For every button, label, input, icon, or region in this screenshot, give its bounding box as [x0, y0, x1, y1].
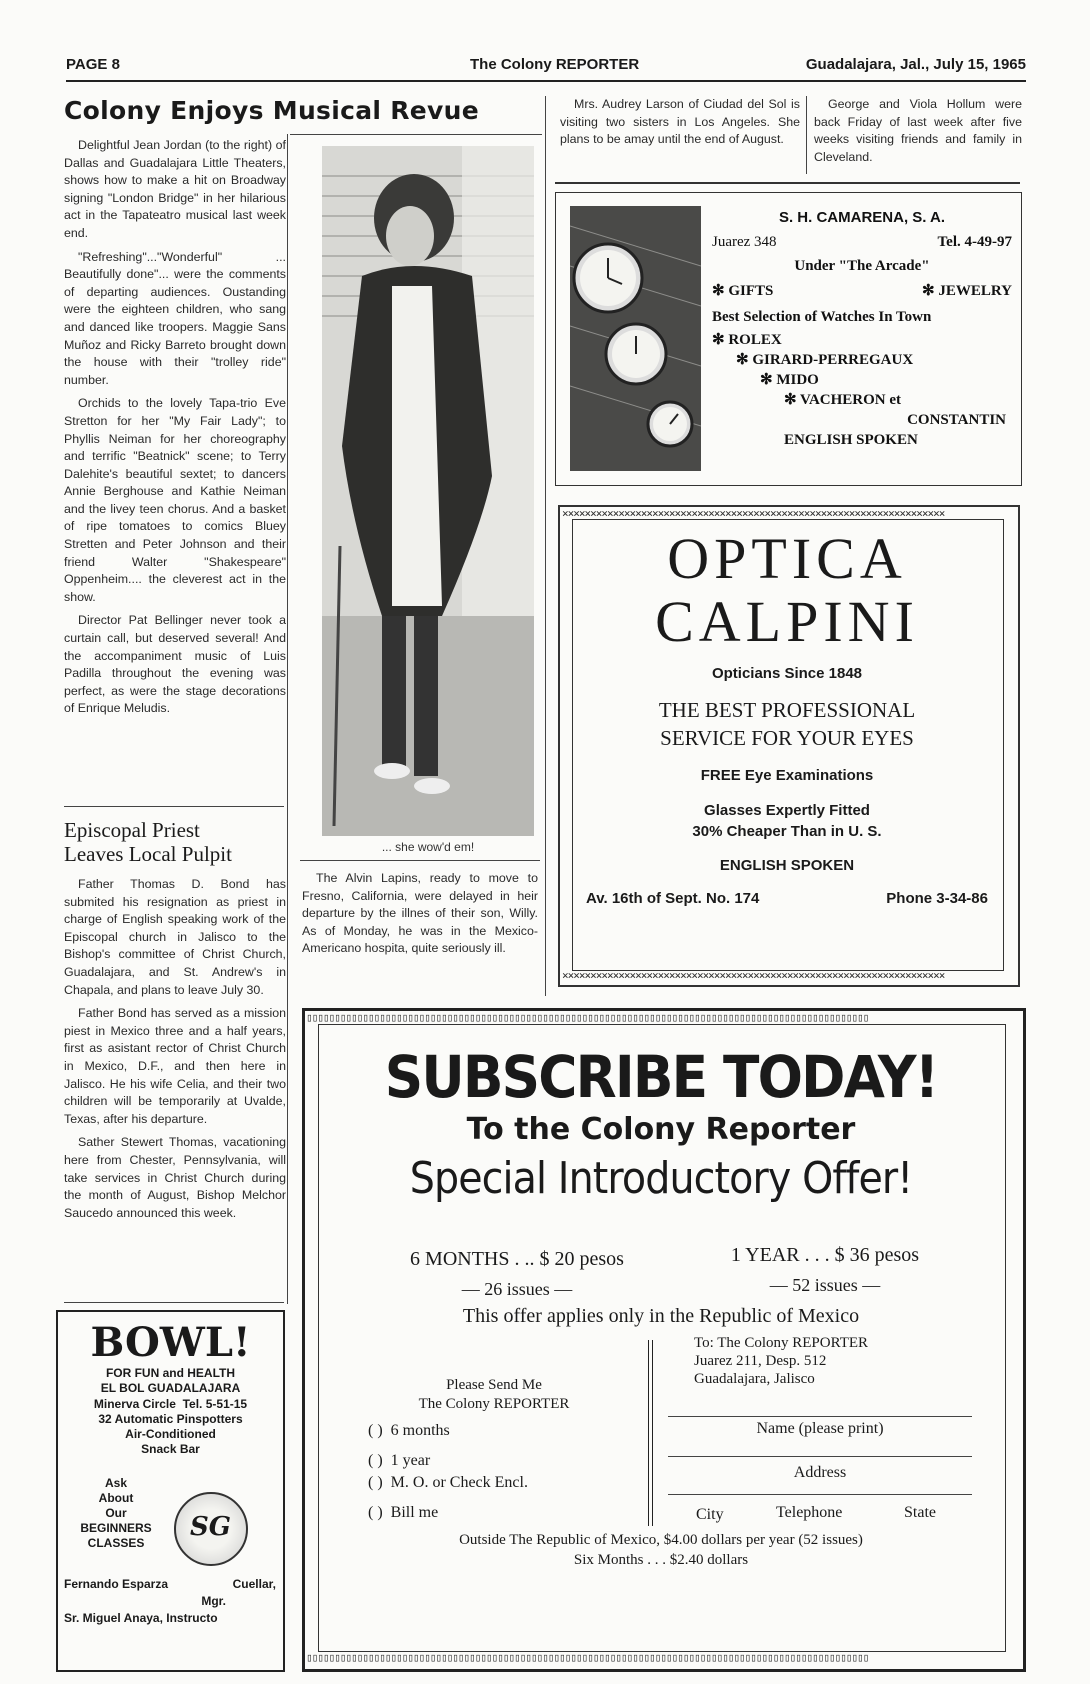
bowl-classes: Ask About Our BEGINNERS CLASSES	[80, 1476, 152, 1550]
hollum-item	[814, 96, 1022, 172]
bowl-line	[58, 1396, 283, 1412]
border-pattern: ▯▯▯▯▯▯▯▯▯▯▯▯▯▯▯▯▯▯▯▯▯▯▯▯▯▯▯▯▯▯▯▯▯▯▯▯▯▯▯▯▯▯▯▯▯▯▯▯▯▯▯▯▯▯▯▯▯▯▯▯▯▯▯▯▯▯▯▯▯▯▯▯▯▯▯▯▯▯▯▯▯▯▯▯▯▯▯▯▯▯▯▯▯▯▯▯▯▯▯▯	[306, 1651, 869, 1663]
checkbox-mo-check[interactable]: ( ) M. O. or Check Encl.	[368, 1474, 528, 1491]
city-field[interactable]: City	[696, 1506, 724, 1523]
brand-girard: ✻ GIRARD-PERREGAUX	[736, 352, 914, 368]
dateline: Guadalajara, Jal., July 15, 1965	[805, 56, 1026, 73]
column-rule-left	[287, 134, 288, 1304]
larson-item	[560, 96, 800, 155]
camarena-tel: Tel. 4-49-97	[937, 234, 1012, 250]
larson-text: Mrs. Audrey Larson of Ciudad del Sol is visiting two sisters in Los Angeles. She plans to be amay until the end of August.	[560, 97, 800, 147]
brand-constantin: CONSTANTIN	[907, 412, 1006, 428]
bowl-ad	[56, 1310, 285, 1672]
article-divider	[64, 806, 284, 807]
bowl-tel: Tel. 5-51-15	[182, 1397, 248, 1411]
revue-paragraph: Director Pat Bellinger never took a curtain call, but deserved several! And the accompaniment music of Luis Padilla throughout the evening was perfect, as were the stage decorations of Enrique Meludis.	[64, 613, 286, 716]
optica-address: Av. 16th of Sept. No. 174	[586, 890, 760, 907]
address-field[interactable]: Address	[793, 1464, 847, 1481]
optica-best-1: THE BEST PROFESSIONAL	[658, 698, 916, 722]
priest-paragraph: Father Bond has served as a mission piest in Mexico three and a half years, first as asistant rector of Christ Church in Mexico, D.F., and then here in Jalisco. He his wife Celia, and their two children will be temporarily at Uvalde, Texas, after his departure.	[64, 1006, 286, 1126]
bowl-line: Air-Conditioned	[125, 1427, 216, 1441]
border-pattern: ⨯⨯⨯⨯⨯⨯⨯⨯⨯⨯⨯⨯⨯⨯⨯⨯⨯⨯⨯⨯⨯⨯⨯⨯⨯⨯⨯⨯⨯⨯⨯⨯⨯⨯⨯⨯⨯⨯⨯⨯⨯⨯⨯⨯⨯⨯⨯⨯⨯⨯⨯⨯⨯⨯⨯⨯⨯⨯⨯⨯⨯⨯⨯⨯⨯⨯⨯⨯	[562, 507, 945, 519]
priest-headline-1: Episcopal Priest	[64, 818, 200, 842]
border-pattern: ⨯⨯⨯⨯⨯⨯⨯⨯⨯⨯⨯⨯⨯⨯⨯⨯⨯⨯⨯⨯⨯⨯⨯⨯⨯⨯⨯⨯⨯⨯⨯⨯⨯⨯⨯⨯⨯⨯⨯⨯⨯⨯⨯⨯⨯⨯⨯⨯⨯⨯⨯⨯⨯⨯⨯⨯⨯⨯⨯⨯⨯⨯⨯⨯⨯⨯⨯⨯	[562, 969, 945, 981]
camarena-english: ENGLISH SPOKEN	[784, 432, 918, 448]
send-me: Please Send Me The Colony REPORTER	[418, 1377, 570, 1412]
photo-caption: ... she wow'd em!	[381, 840, 475, 854]
page-number: PAGE 8	[66, 56, 120, 73]
checkbox-6-months[interactable]: ( ) 6 months	[368, 1422, 450, 1439]
bowl-address: Minerva Circle	[93, 1397, 176, 1411]
camarena-gifts: ✻ GIFTS	[712, 283, 774, 299]
bowl-staff: Fernando Esparza Cuellar, Mgr. Sr. Miguel Anaya, Instructo	[64, 1577, 276, 1625]
revue-headline: Colony Enjoys Musical Revue	[64, 96, 480, 125]
checkbox-bill-me[interactable]: ( ) Bill me	[368, 1504, 439, 1521]
one-year-price: 1 YEAR . . . $ 36 pesos — 52 issues —	[730, 1244, 920, 1295]
globe-logo-icon: SG	[174, 1492, 248, 1566]
form-line	[668, 1494, 972, 1495]
form-line	[668, 1456, 972, 1457]
priest-paragraph: Father Thomas D. Bond has submited his resignation as priest in charge of English speaking work of the Episcopal church in Jalisco to the Bishop's committee of Christ Church, Guadalajara, and St. Andrew's in Chapala, and plans to leave July 30.	[64, 877, 286, 997]
bowl-line: 32 Automatic Pinspotters	[98, 1412, 243, 1426]
priest-headline-2: Leaves Local Pulpit	[64, 842, 232, 866]
revue-paragraph: Orchids to the lovely Tapa-trio Eve Stretton for her "My Fair Lady"; to Phyllis Neiman for her choreography and terrific "Beatnick" scene; to Terry Dalehite's beautiful sextet; to dancers Annie Berghouse and Kathie Neiman and the livey teen chorus. And a basket of ripe tomatoes to comics Bluey Stretten and Peter Johnson and their friend Walter "Shakespeare" Oppenheim.... the cleverest act in the show.	[64, 396, 286, 604]
lapins-text: The Alvin Lapins, ready to move to Fresno, California, were delayed in heir departure by the illnes of their son, Willy. As of Monday, he was in the Mexico-Americano hospita, quite seriously ill.	[302, 871, 538, 956]
brand-mido: ✻ MIDO	[760, 372, 819, 388]
subscribe-offer: Special Introductory Offer!	[409, 1153, 913, 1204]
subscribe-headline: SUBSCRIBE TODAY!	[384, 1043, 938, 1111]
optica-since: Opticians Since 1848	[711, 665, 863, 682]
form-divider	[648, 1340, 649, 1526]
optica-fitted-2: 30% Cheaper Than in U. S.	[692, 823, 882, 840]
bowl-headline: BOWL!	[90, 1319, 251, 1366]
right-top-rule	[555, 182, 1020, 184]
camarena-under: Under "The Arcade"	[794, 258, 930, 274]
camarena-best: Best Selection of Watches In Town	[712, 309, 932, 325]
six-months-price: 6 MONTHS . .. $ 20 pesos — 26 issues —	[410, 1248, 624, 1299]
photo-top-rule	[290, 134, 542, 135]
caption-rule	[300, 860, 540, 861]
optica-name-2: CALPINI	[655, 589, 919, 654]
telephone-field[interactable]: Telephone	[776, 1504, 843, 1521]
border-pattern: ▯▯▯▯▯▯▯▯▯▯▯▯▯▯▯▯▯▯▯▯▯▯▯▯▯▯▯▯▯▯▯▯▯▯▯▯▯▯▯▯▯▯▯▯▯▯▯▯▯▯▯▯▯▯▯▯▯▯▯▯▯▯▯▯▯▯▯▯▯▯▯▯▯▯▯▯▯▯▯▯▯▯▯▯▯▯▯▯▯▯▯▯▯▯▯▯▯▯▯▯	[306, 1011, 869, 1023]
camarena-jewelry: ✻ JEWELRY	[922, 283, 1012, 299]
hollum-text: George and Viola Hollum were back Friday of last week after five weeks visiting friends and family in Cleveland.	[814, 97, 1022, 164]
optica-english: ENGLISH SPOKEN	[719, 857, 855, 874]
camarena-text	[712, 206, 1012, 450]
column-rule-mid	[545, 96, 546, 996]
brand-rolex: ✻ ROLEX	[712, 332, 782, 348]
paper-name: The Colony REPORTER	[470, 56, 640, 73]
optica-best-2: SERVICE FOR YOUR EYES	[660, 726, 914, 750]
outside-mexico: Outside The Republic of Mexico, $4.00 dollars per year (52 issues) Six Months . . . $2.40 dollars	[459, 1532, 863, 1568]
article-divider	[64, 1302, 284, 1303]
state-field[interactable]: State	[904, 1504, 936, 1521]
revue-paragraph: Delightful Jean Jordan (to the right) of Dallas and Guadalajara Little Theaters, shows how to make a hit on Broadway signing "London Bridge" in her hilarious act in the Tapateatro musical last week end.	[64, 138, 286, 240]
revue-article	[64, 96, 480, 724]
revue-paragraph: "Refreshing"..."Wonderful" ... Beautifully done"... were the comments of departing audiences. Oustanding were the eighteen children, who sang and danced like troopers. Maggie Sans Muñoz and Ricky Barreto brought down the house with their "trolley ride" number.	[64, 249, 286, 387]
bowl-line: Snack Bar	[141, 1442, 200, 1456]
mailing-address: To: The Colony REPORTER Juarez 211, Desp. 512 Guadalajara, Jalisco	[694, 1335, 869, 1387]
checkbox-1-year[interactable]: ( ) 1 year	[368, 1452, 431, 1469]
name-field[interactable]: Name (please print)	[756, 1420, 884, 1437]
brand-vacheron: ✻ VACHERON et	[784, 392, 902, 408]
form-divider	[652, 1340, 653, 1526]
subscribe-applies: This offer applies only in the Republic of Mexico	[462, 1305, 860, 1327]
camarena-address: Juarez 348	[712, 234, 777, 250]
masthead	[66, 56, 1026, 82]
watches-photo	[570, 206, 701, 471]
lapins-item	[302, 870, 538, 964]
form-line	[668, 1416, 972, 1417]
column-rule-right	[806, 96, 807, 174]
bowl-line: FOR FUN and HEALTH	[105, 1366, 236, 1380]
performer-photo-icon	[322, 146, 534, 836]
subscribe-to: To the Colony Reporter	[466, 1112, 856, 1147]
optica-content	[572, 528, 1002, 907]
priest-paragraph: Sather Stewert Thomas, vacationing here from Chester, Pennsylvania, will take services in Christ Church during the month of August, Bishop Melchor Saucedo announced this week.	[64, 1135, 286, 1220]
bowl-line: EL BOL GUADALAJARA	[100, 1381, 241, 1395]
watch-icon	[570, 206, 701, 471]
optica-phone: Phone 3-34-86	[886, 890, 988, 907]
jean-jordan-photo	[322, 146, 534, 836]
subscribe-content	[318, 1044, 1004, 1208]
optica-name-1: OPTICA	[667, 526, 907, 591]
optica-fitted-1: Glasses Expertly Fitted	[704, 802, 870, 819]
priest-article	[64, 818, 286, 1228]
optica-free: FREE Eye Examinations	[700, 767, 874, 784]
camarena-name: S. H. CAMARENA, S. A.	[778, 209, 946, 226]
